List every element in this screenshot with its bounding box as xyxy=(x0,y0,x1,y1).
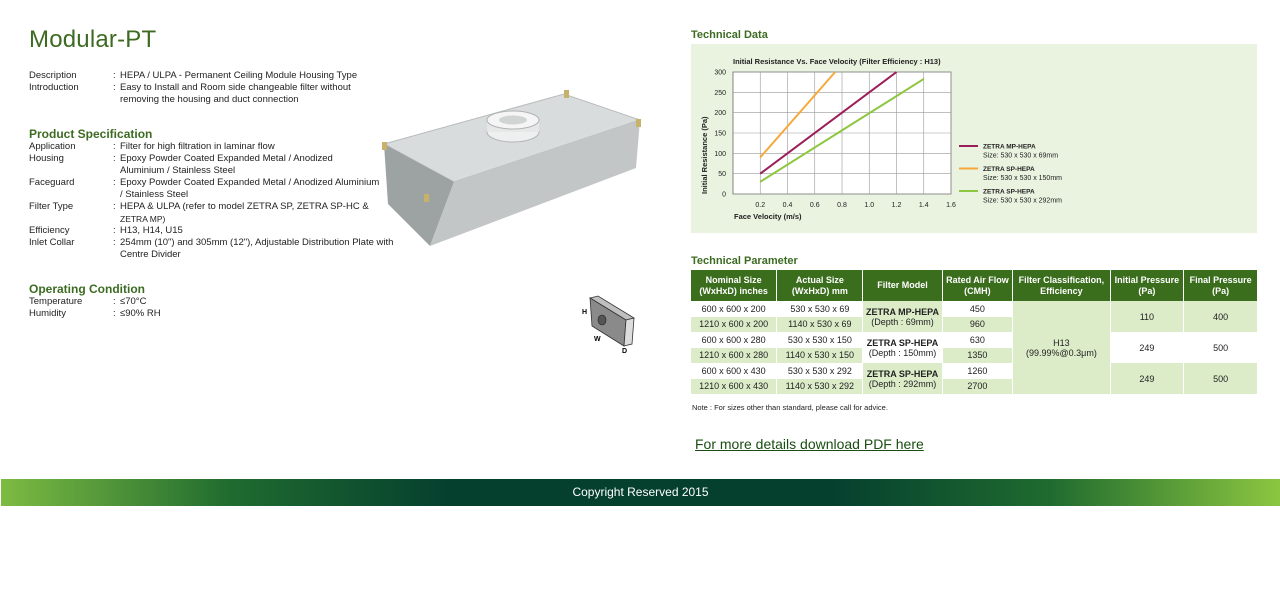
spec-value: 254mm (10") and 305mm (12"), Adjustable Distribution Plate with xyxy=(120,237,394,248)
cell-initial-pressure: 110 xyxy=(1110,301,1184,332)
y-tick-label: 100 xyxy=(714,150,726,158)
dimension-w-label: W xyxy=(594,336,601,343)
dimension-h-label: H xyxy=(582,309,588,316)
cell-model xyxy=(863,332,942,363)
cell-model xyxy=(863,363,942,394)
description-value: HEPA / ULPA - Permanent Ceiling Module Housing Type xyxy=(120,70,358,81)
legend-series-size: Size: 530 x 530 x 150mm xyxy=(983,175,1062,182)
cell-nominal: 1210 x 600 x 430 xyxy=(691,379,777,395)
spec-label: Faceguard xyxy=(29,177,75,188)
spec-label: Efficiency xyxy=(29,225,70,236)
cell-final-pressure: 500 xyxy=(1184,332,1257,363)
spec-value: / Stainless Steel xyxy=(120,189,189,200)
parameter-table xyxy=(691,270,1257,394)
header-filter-classification: Filter Classification, Efficiency xyxy=(1013,270,1110,301)
model-name: ZETRA MP-HEPA xyxy=(866,306,940,317)
colon: : xyxy=(113,82,116,93)
model-name: ZETRA SP-HEPA xyxy=(866,337,939,348)
introduction-value-line2: removing the housing and duct connection xyxy=(120,94,299,105)
product-housing-image xyxy=(378,86,646,248)
operating-condition-heading: Operating Condition xyxy=(29,282,145,296)
y-tick-label: 0 xyxy=(722,191,726,199)
footer-bar xyxy=(1,479,1280,506)
header-final-pressure: Final Pressure (Pa) xyxy=(1184,270,1257,301)
header-initial-pressure: Initial Pressure (Pa) xyxy=(1110,270,1184,301)
model-depth: (Depth : 69mm) xyxy=(871,316,934,327)
x-tick-label: 0.4 xyxy=(782,202,793,209)
operating-list: Temperature : ≤70°C Humidity : ≤90% RH xyxy=(29,296,329,322)
spec-label: Inlet Collar xyxy=(29,237,75,248)
x-tick-label: 1.2 xyxy=(891,202,902,209)
description-label: Description xyxy=(29,70,77,81)
spec-value: H13, H14, U15 xyxy=(120,225,183,236)
model-depth: (Depth : 150mm) xyxy=(868,347,937,358)
introduction-value-line1: Easy to Install and Room side changeable filter without xyxy=(120,82,351,93)
table-row xyxy=(691,332,1257,348)
chart-panel xyxy=(691,44,1257,233)
x-tick-label: 0.2 xyxy=(755,202,766,209)
cell-airflow: 2700 xyxy=(942,379,1013,395)
cell-actual: 530 x 530 x 69 xyxy=(777,301,863,317)
classification-grade: H13 xyxy=(1053,337,1070,348)
dimension-cube-icon xyxy=(578,294,640,356)
cell-airflow: 1350 xyxy=(942,348,1013,364)
legend-series-size: Size: 530 x 530 x 69mm xyxy=(983,152,1059,160)
operating-label: Humidity xyxy=(29,308,66,319)
model-name: ZETRA SP-HEPA xyxy=(866,368,939,379)
header-rated-air-flow: Rated Air Flow (CMH) xyxy=(942,270,1013,301)
cell-actual: 530 x 530 x 150 xyxy=(777,332,863,348)
legend-series-name: ZETRA SP-HEPA xyxy=(983,188,1035,196)
copyright-text: Copyright Reserved 2015 xyxy=(572,485,709,499)
cell-model xyxy=(863,301,942,332)
cell-actual: 1140 x 530 x 292 xyxy=(777,379,863,395)
spec-value: Epoxy Powder Coated Expanded Metal / Anodized xyxy=(120,153,333,164)
y-tick-label: 300 xyxy=(714,69,726,77)
table-row xyxy=(691,301,1257,317)
y-tick-label: 250 xyxy=(714,89,726,97)
cell-airflow: 960 xyxy=(942,317,1013,333)
introduction-label: Introduction xyxy=(29,82,79,93)
header-filter-model: Filter Model xyxy=(863,270,942,301)
product-specification-heading: Product Specification xyxy=(29,127,153,141)
legend-series-name: ZETRA MP-HEPA xyxy=(983,143,1036,151)
download-pdf-link[interactable]: For more details download PDF here xyxy=(695,436,924,452)
spec-value: Centre Divider xyxy=(120,249,181,260)
cell-initial-pressure: 249 xyxy=(1110,332,1184,363)
parameter-table-wrapper xyxy=(691,270,1257,394)
header-actual-size: Actual Size (WxHxD) mm xyxy=(777,270,863,301)
technical-parameter-heading: Technical Parameter xyxy=(691,255,798,267)
resistance-velocity-chart xyxy=(691,44,1257,233)
spec-value: ZETRA MP) xyxy=(120,214,166,224)
cell-nominal: 600 x 600 x 200 xyxy=(691,301,777,317)
cell-nominal: 600 x 600 x 430 xyxy=(691,363,777,379)
table-note: Note : For sizes other than standard, please call for advice. xyxy=(692,403,888,412)
operating-value: ≤70°C xyxy=(120,296,147,307)
x-tick-label: 1.4 xyxy=(918,202,929,209)
x-tick-label: 0.6 xyxy=(809,202,820,209)
cell-airflow: 630 xyxy=(942,332,1013,348)
cell-actual: 530 x 530 x 292 xyxy=(777,363,863,379)
specification-list: Application : Filter for high filtration in laminar flow Housing : Epoxy Powder Coated Expanded Metal / Anodized Aluminium / Stainless Steel Faceguard : Epoxy Powder Coated Expanded Metal / Anodized Aluminium / Stainless Steel Filter Type : HEPA & ULPA (refer to model ZETRA SP, ZETRA SP-HC & ZETRA MP) Efficiency : H13, H14, U15 Inlet Collar : 254mm (10") and 305mm (12"), Adjustable Distribution Plate with Centre Divider xyxy=(29,141,409,261)
y-tick-label: 200 xyxy=(714,110,726,118)
cell-nominal: 1210 x 600 x 280 xyxy=(691,348,777,364)
cell-final-pressure: 400 xyxy=(1184,301,1257,332)
cell-final-pressure: 500 xyxy=(1184,363,1257,394)
spec-value: Epoxy Powder Coated Expanded Metal / Anodized Aluminium xyxy=(120,177,380,188)
header-nominal-size: Nominal Size (WxHxD) inches xyxy=(691,270,777,301)
y-tick-label: 150 xyxy=(714,130,726,138)
y-axis-label: Initial Resistance (Pa) xyxy=(700,116,709,194)
y-tick-label: 50 xyxy=(718,171,726,179)
spec-value: Filter for high filtration in laminar flow xyxy=(120,141,275,152)
model-depth: (Depth : 292mm) xyxy=(868,378,937,389)
x-tick-label: 1.6 xyxy=(946,202,956,209)
cell-airflow: 450 xyxy=(942,301,1013,317)
dimension-d-label: D xyxy=(622,348,628,355)
spec-label: Filter Type xyxy=(29,201,74,212)
operating-value: ≤90% RH xyxy=(120,308,161,319)
chart-title: Initial Resistance Vs. Face Velocity (Filter Efficiency : H13) xyxy=(733,57,941,66)
spec-value: Aluminium / Stainless Steel xyxy=(120,165,236,176)
cell-nominal: 600 x 600 x 280 xyxy=(691,332,777,348)
x-tick-label: 1.0 xyxy=(864,202,875,209)
cell-actual: 1140 x 530 x 150 xyxy=(777,348,863,364)
cell-airflow: 1260 xyxy=(942,363,1013,379)
cell-classification xyxy=(1013,301,1110,394)
cell-actual: 1140 x 530 x 69 xyxy=(777,317,863,333)
legend-series-size: Size: 530 x 530 x 292mm xyxy=(983,197,1062,205)
product-intro xyxy=(29,70,409,110)
spec-label: Application xyxy=(29,141,76,152)
cell-initial-pressure: 249 xyxy=(1110,363,1184,394)
spec-label: Housing xyxy=(29,153,64,164)
technical-data-heading: Technical Data xyxy=(691,29,768,41)
x-tick-label: 0.8 xyxy=(837,202,847,209)
operating-label: Temperature xyxy=(29,296,83,307)
cell-nominal: 1210 x 600 x 200 xyxy=(691,317,777,333)
legend-series-name: ZETRA SP-HEPA xyxy=(983,166,1035,173)
classification-efficiency: (99.99%@0.3μm) xyxy=(1025,347,1097,358)
page-title: Modular-PT xyxy=(29,26,157,53)
table-row xyxy=(691,363,1257,379)
x-axis-label: Face Velocity (m/s) xyxy=(734,212,802,221)
spec-value: HEPA & ULPA (refer to model ZETRA SP, ZETRA SP-HC & xyxy=(120,201,369,212)
colon: : xyxy=(113,70,116,81)
